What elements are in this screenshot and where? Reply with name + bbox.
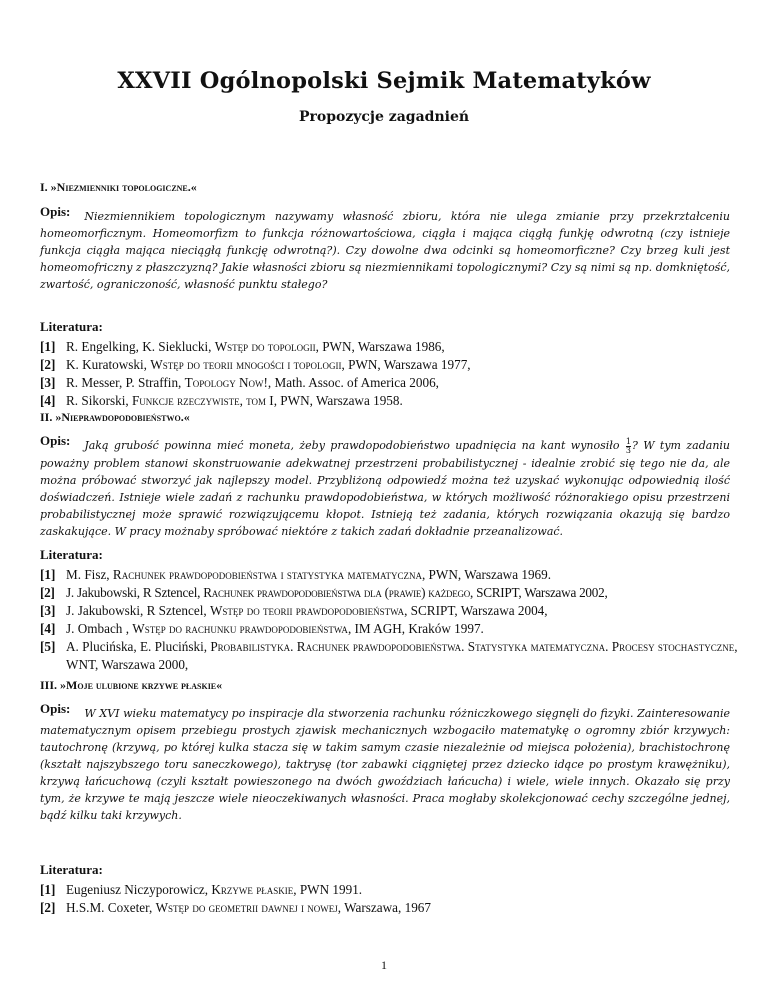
section-1-description: [40, 204, 730, 293]
opis-label: Opis:: [40, 701, 71, 716]
section-3-literature-list: [40, 881, 750, 917]
section-number: III.: [40, 678, 58, 692]
section-1-literature-heading: Literatura:: [40, 319, 103, 334]
literature-publisher: , PWN, Warszawa 1986,: [315, 339, 445, 354]
document-subtitle: Propozycje zagadnień: [298, 109, 470, 125]
literature-item: [40, 566, 750, 584]
literature-publisher: , Warszawa, 1967: [337, 900, 431, 915]
literature-number: [4]: [40, 393, 56, 408]
literature-authors: R. Sikorski,: [66, 393, 129, 408]
literature-title: Rachunek prawdopodobieństwa dla (prawie) każdego: [203, 585, 471, 600]
section-title: »Nieprawdopodobieństwo.«: [55, 410, 190, 424]
literature-item: [40, 881, 750, 899]
literature-publisher: , PWN 1991.: [293, 882, 363, 897]
opis-label: Opis:: [40, 204, 71, 219]
literature-item: [40, 356, 750, 374]
section-3-description: [40, 701, 730, 824]
section-3-heading: [40, 678, 222, 693]
literature-number: [1]: [40, 882, 56, 897]
literature-title: Topology Now!: [184, 375, 268, 390]
literature-authors: M. Fisz,: [66, 567, 110, 582]
literature-publisher: , PWN, Warszawa 1969.: [421, 567, 552, 582]
literature-item: [40, 638, 766, 674]
section-3-literature-heading: Literatura:: [40, 862, 103, 877]
description-text-continued: ? W tym zadaniu poważny problem stanowi skonstruowanie adekwatnej przestrzeni probabilistycznej - idealnie zrobić się tego nie da, ale można próbować stworzyć jak najlepszy model. Przybliżoną odpowiedź można też uzyskać wykonując odpowiednią ilość doświadczeń. Istnieje wiele zadań z rachunku prawdopodobieństwa, w których możliwość różnorakiego opisu przestrzeni probabilistycznej może sprawić rozwiązującemu kłopot. Istnieją też zadania, których rozwiązania okazują się bardzo zaskakujące. W pracy możnaby spróbować niektóre z takich zadań dokładnie przeanalizować.: [40, 439, 731, 538]
literature-publisher: , SCRIPT, Warszawa 2002,: [470, 585, 608, 600]
section-number: I.: [40, 180, 48, 194]
literature-publisher: , PWN, Warszawa 1958.: [273, 393, 403, 408]
fraction: [626, 438, 631, 455]
literature-number: [1]: [40, 567, 56, 582]
literature-authors: H.S.M. Coxeter,: [66, 900, 153, 915]
literature-authors: J. Ombach ,: [66, 621, 129, 636]
literature-authors: J. Jakubowski, R Sztencel,: [66, 603, 207, 618]
literature-number: [2]: [40, 357, 56, 372]
literature-item: [40, 584, 750, 602]
literature-title: Probabilistyka. Rachunek prawdopodobieństwa. Statystyka matematyczna. Procesy stochastyczne: [210, 639, 735, 654]
literature-number: [3]: [40, 375, 56, 390]
literature-number: [4]: [40, 621, 56, 636]
literature-title: Wstęp do geometrii dawnej i nowej: [155, 900, 338, 915]
literature-number: [2]: [40, 585, 55, 600]
literature-item: [40, 602, 750, 620]
literature-item: [40, 338, 750, 356]
section-2-literature-heading: Literatura:: [40, 547, 103, 562]
literature-item: [40, 899, 750, 917]
section-1-literature-list: [40, 338, 750, 410]
literature-authors: R. Messer, P. Straffin,: [66, 375, 182, 390]
literature-publisher: , PWN, Warszawa 1977,: [341, 357, 471, 372]
section-1-heading: [40, 180, 197, 195]
literature-title: Funkcje rzeczywiste, tom I: [131, 393, 274, 408]
literature-authors: A. Plucińska, E. Pluciński,: [66, 639, 208, 654]
literature-title: Wstęp do teorii mnogości i topologii: [150, 357, 342, 372]
description-text: Niezmiennikiem topologicznym nazywamy własność zbioru, która nie ulega zmianie przy przekrztałceniu homeomorficznym. Homeomorfizm to funkcja różnowartościowa, ciągła i mająca ciągłą funkję odwrotną (czy istnieje funkcja ciągła mająca nieciągłą funkcję odwrotną?). Czy dowolne dwa odcinki są homeomorficzne? Czy brzeg kuli jest homeomofriczny z płaszczyzną? Jakie własności zbioru są niezmiennikami topologicznymi? Czy są nimi są np. domkniętość, zwartość, ograniczoność, własność punktu stałego?: [40, 210, 730, 291]
literature-authors: J. Jakubowski, R Sztencel,: [66, 585, 201, 600]
literature-authors: K. Kuratowski,: [66, 357, 147, 372]
page-number: 1: [381, 958, 387, 972]
literature-publisher: , WNT, Warszawa 2000,: [66, 639, 738, 672]
literature-publisher: , Math. Assoc. of America 2006,: [267, 375, 439, 390]
document-title: XXVII Ogólnopolski Sejmik Matematyków: [117, 68, 651, 94]
literature-authors: R. Engelking, K. Sieklucki,: [66, 339, 212, 354]
literature-number: [1]: [40, 339, 56, 354]
literature-number: [2]: [40, 900, 56, 915]
description-text: Jaką grubość powinna mieć moneta, żeby prawdopodobieństwo upadnięcia na kant wynosiło: [84, 439, 620, 452]
fraction-denominator: 3: [625, 445, 631, 455]
section-title: »Moje ulubione krzywe płaskie«: [60, 678, 223, 692]
literature-number: [3]: [40, 603, 56, 618]
description-text: W XVI wieku matematycy po inspiracje dla stworzenia rachunku różniczkowego sięgnęli do fizyki. Zainteresowanie matematycznym opisem przebiegu prostych zjawisk mechanicznych wzbogaciło matematykę o ogromny zbiór krzywych: tautochronę (krzywą, po której kulka stacza się w takim samym czasie niezależnie od miejsca położenia), brachistochronę (kształt najszybszego toru saneczkowego), taktrysę (tor zabawki ciągniętej przez dziecko idące po prostym krawężniku), krzywą łańcuchową (czyli kształt powieszonego na dwóch gwoździach łańcucha) i wiele, wiele innych. Okazało się przy tym, że krzywe te mają jeszcze wiele nieoczekiwanych własności. Praca mogłaby skolekcjonować cechy szczególne jednej, bądź kilku taki krzywych.: [40, 707, 730, 822]
literature-title: Wstęp do topologii: [214, 339, 316, 354]
section-2-literature-list: [40, 566, 750, 674]
section-number: II.: [40, 410, 53, 424]
literature-number: [5]: [40, 639, 56, 654]
fraction-numerator: 1: [625, 436, 631, 446]
literature-publisher: , IM AGH, Kraków 1997.: [347, 621, 484, 636]
literature-title: Krzywe płaskie: [211, 882, 294, 897]
section-2-heading: [40, 410, 190, 425]
literature-title: Wstęp do rachunku prawdopodobieństwa: [132, 621, 348, 636]
literature-authors: Eugeniusz Niczyporowicz,: [66, 882, 209, 897]
section-2-description: [40, 433, 731, 540]
literature-title: Wstęp do teorii prawdopodobieństwa: [209, 603, 405, 618]
section-title: »Niezmienniki topologiczne.«: [50, 180, 197, 194]
literature-publisher: , SCRIPT, Warszawa 2004,: [404, 603, 548, 618]
literature-item: [40, 620, 750, 638]
opis-label: Opis:: [40, 433, 71, 448]
literature-item: [40, 374, 750, 392]
literature-item: [40, 392, 750, 410]
literature-title: Rachunek prawdopodobieństwa i statystyka matematyczna: [112, 567, 422, 582]
